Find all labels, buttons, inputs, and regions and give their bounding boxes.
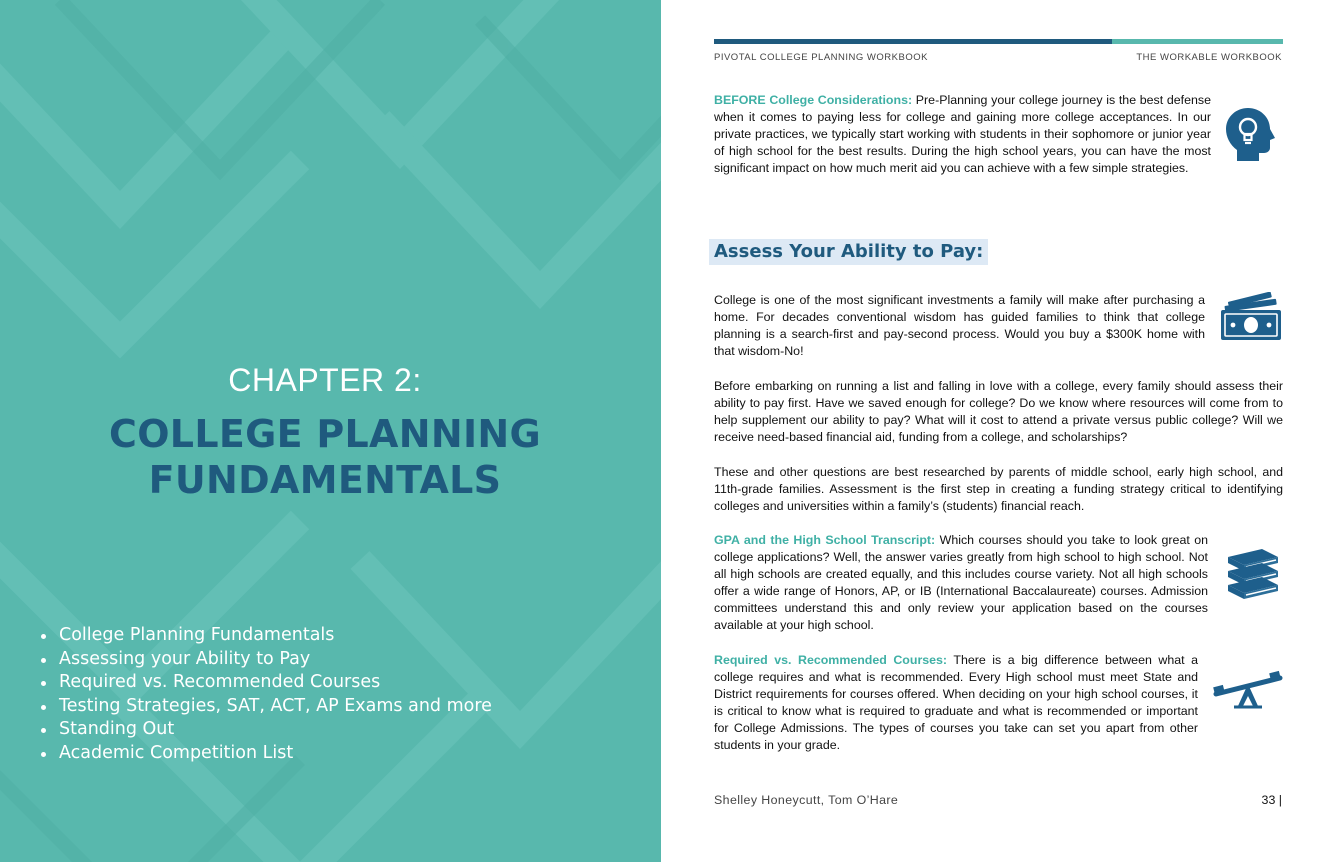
before-college-lead: BEFORE College Considerations: [714, 93, 913, 107]
required-courses-paragraph [714, 652, 1198, 755]
running-head-right: THE WORKABLE WORKBOOK [1136, 52, 1282, 63]
header-rule-light [1112, 39, 1283, 44]
chapter-title-line2: FUNDAMENTALS [148, 458, 502, 502]
before-college-text: Pre-Planning your college journey is the best defense when it comes to paying less for college and gaining more college acceptances. In our private practices, we typically start working with students in their sophomore or junior year of high school for the best results. During the high school years, you can have the most significant impact on how much merit aid you can achieve with a few simple strategies. [714, 93, 1211, 176]
gpa-transcript-text: Which courses should you take to look great on college applications? Well, the answer varies greatly from high school to high school. Not all high schools are created equally, and this includes course variety. Not all high schools offer a wide range of Honors, AP, or IB (International Baccalaureate) courses. Admission committees understand this and only review your application based on the courses available at your high school. [714, 533, 1208, 633]
assess-first-paragraph: Before embarking on running a list and falling in love with a college, every family should assess their ability to pay first. Have we saved enough for college? Do we know where resources will come from to help supplement our ability to pay? What will it cost to attend a private versus public college? Will we receive need-based financial aid, funding from a college, and scholarships? [714, 379, 1283, 445]
gpa-transcript-lead: GPA and the High School Transcript: [714, 533, 936, 547]
required-courses-text: There is a big difference between what a college requires and what is recommended. Every High school must meet State and District requirements for courses offered. When deciding on your high school courses, it is critical to know what is required to graduate and what is recommended or important for College Admissions. The types of courses you take can set you apart from other students in your grade. [714, 653, 1198, 753]
topic-item: Assessing your Ability to Pay [38, 648, 492, 672]
topic-item: College Planning Fundamentals [38, 624, 492, 648]
page-number: 33 | [1261, 793, 1282, 807]
topic-item: Testing Strategies, SAT, ACT, AP Exams and more [38, 695, 492, 719]
assess-ability-heading: Assess Your Ability to Pay: [709, 239, 988, 265]
header-rule-dark [714, 39, 1112, 44]
workbook-page [661, 0, 1319, 862]
chapter-title-line1: COLLEGE PLANNING [109, 412, 541, 456]
idea-head-icon [1224, 106, 1276, 162]
required-courses-lead: Required vs. Recommended Courses: [714, 653, 948, 667]
money-bills-icon [1219, 292, 1283, 344]
research-questions-paragraph: These and other questions are best researched by parents of middle school, early high school, and 11th-grade families. Assessment is the first step in creating a funding strategy critical to identifying colleges and universities within a family’s (students) financial reach. [714, 465, 1283, 514]
chapter-topic-list [38, 624, 492, 766]
topic-item: Required vs. Recommended Courses [38, 671, 492, 695]
topic-item: Academic Competition List [38, 742, 492, 766]
chapter-title [0, 411, 650, 503]
footer-authors: Shelley Honeycutt, Tom O’Hare [714, 793, 899, 807]
book-stack-icon [1224, 545, 1280, 601]
college-investment-paragraph: College is one of the most significant investments a family will make after purchasing a home. For decades conventional wisdom has guided families to think that college planning is a search-first and pay-second process. Would you buy a $300K home with that wisdom-No! [714, 293, 1205, 359]
running-head-left: PIVOTAL COLLEGE PLANNING WORKBOOK [714, 52, 928, 63]
before-college-paragraph [714, 92, 1211, 177]
gpa-transcript-paragraph [714, 532, 1208, 635]
seesaw-balance-icon [1212, 670, 1284, 710]
topic-item: Standing Out [38, 718, 492, 742]
chapter-label: CHAPTER 2: [228, 362, 422, 398]
chapter-heading [0, 362, 650, 503]
